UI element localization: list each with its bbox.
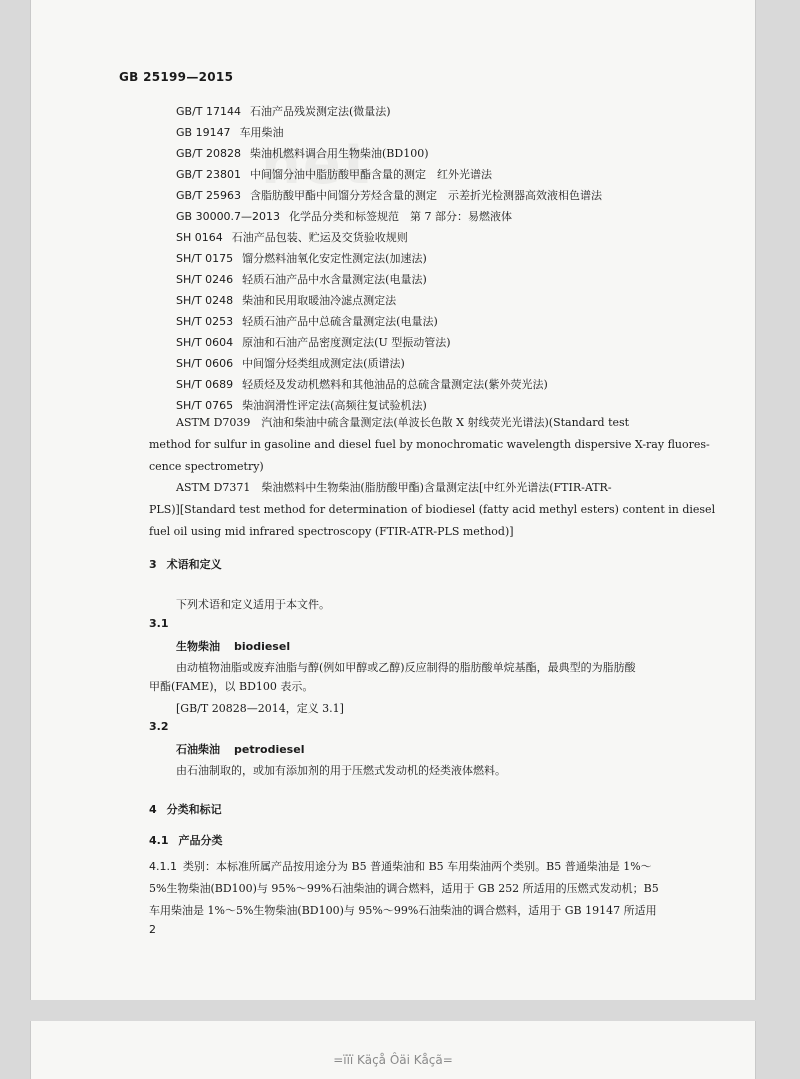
clause-number: 4.1.1 [149, 860, 177, 873]
astm-d7039-line-3: cence spectrometry) [149, 460, 264, 473]
reference-title: 轻质石油产品中总硫含量测定法(电量法) [242, 315, 438, 328]
term-source: [GB/T 20828—2014，定义 3.1] [176, 702, 344, 715]
reference-item [176, 103, 391, 119]
subsection-number: 4.1 [149, 834, 169, 847]
reference-code: GB/T 25963 [176, 189, 241, 202]
reference-code: SH/T 0253 [176, 315, 234, 328]
reference-item [176, 334, 451, 350]
reference-title: 柴油和民用取暖油冷滤点测定法 [242, 294, 397, 307]
section-number: 4 [149, 803, 157, 816]
reference-item [176, 187, 602, 203]
subsection-4-1-heading [149, 832, 223, 848]
reference-title: 石油产品包装、贮运及交货验收规则 [231, 231, 408, 244]
section-4-heading [149, 801, 222, 817]
reference-code: SH 0164 [176, 231, 223, 244]
term-heading [176, 741, 304, 757]
clause-text: 类别：本标准所属产品按用途分为 B5 普通柴油和 B5 车用柴油两个类别。B5 普通柴油是 1%～ [183, 860, 652, 873]
astm-d7371-reference [149, 477, 716, 543]
section-3-intro: 下列术语和定义适用于本文件。 [176, 598, 330, 611]
term-definition-line: 由石油制取的，或加有添加剂的用于压燃式发动机的烃类液体燃料。 [176, 764, 506, 777]
reference-code: SH/T 0248 [176, 294, 234, 307]
clause-4-1-1 [149, 856, 709, 922]
term-heading [176, 638, 290, 654]
term-definition-line: 由动植物油脂或废弃油脂与醇(例如甲醇或乙醇)反应制得的脂肪酸单烷基酯，最典型的为脂肪酸 [176, 661, 636, 674]
reference-code: GB 19147 [176, 126, 231, 139]
reference-code: SH/T 0606 [176, 357, 234, 370]
reference-title: 石油产品残炭测定法(微量法) [250, 105, 391, 118]
reference-item [176, 292, 396, 308]
term-en: biodiesel [234, 640, 291, 653]
term-en: petrodiesel [234, 743, 305, 756]
reference-item [176, 250, 427, 266]
term-number: 3.1 [149, 617, 169, 630]
clause-line-1 [149, 856, 709, 878]
reference-code: SH/T 0689 [176, 378, 234, 391]
astm-d7039-line-1: ASTM D7039 汽油和柴油中硫含量测定法(单波长色散 X 射线荧光光谱法)(Standard test [176, 416, 630, 429]
page-number: 2 [149, 923, 156, 936]
reference-item [176, 397, 427, 413]
term-zh: 生物柴油 [176, 640, 220, 653]
reference-item [176, 124, 284, 140]
reference-item [176, 376, 548, 392]
reference-title: 轻质烃及发动机燃料和其他油品的总硫含量测定法(紫外荧光法) [242, 378, 548, 391]
clause-line-2: 5%生物柴油(BD100)与 95%～99%石油柴油的调合燃料，适用于 GB 252 所适用的压燃式发动机；B5 [149, 882, 659, 895]
astm-d7371-line-1: ASTM D7371 柴油燃料中生物柴油(脂肪酸甲酯)含量测定法[中红外光谱法(FTIR-ATR- [176, 481, 612, 494]
reference-title: 化学品分类和标签规范 第 7 部分：易燃液体 [289, 210, 513, 223]
reference-code: SH/T 0246 [176, 273, 234, 286]
reference-item [176, 229, 408, 245]
term-definition-line: 甲酯(FAME)，以 BD100 表示。 [149, 680, 314, 693]
reference-title: 含脂肪酸甲酯中间馏分芳烃含量的测定 示差折光检测器高效液相色谱法 [250, 189, 602, 202]
subsection-title: 产品分类 [178, 834, 223, 847]
reference-title: 车用柴油 [239, 126, 284, 139]
section-title: 分类和标记 [166, 803, 222, 816]
reference-code: GB/T 20828 [176, 147, 241, 160]
reference-item [176, 166, 492, 182]
astm-d7039-line-2: method for sulfur in gasoline and diesel fuel by monochromatic wavelength dispersive X-ray fluores- [149, 438, 710, 451]
reference-title: 馏分燃料油氧化安定性测定法(加速法) [242, 252, 427, 265]
document-page [30, 0, 756, 1000]
astm-d7371-line-2: PLS)][Standard test method for determination of biodiesel (fatty acid methyl esters) content in diesel [149, 503, 716, 516]
term-number: 3.2 [149, 720, 169, 733]
astm-d7371-line-3: fuel oil using mid infrared spectroscopy (FTIR-ATR-PLS method)] [149, 525, 514, 538]
reference-code: GB/T 17144 [176, 105, 241, 118]
reference-item [176, 145, 428, 161]
astm-d7039-reference [149, 412, 709, 478]
reference-item [176, 355, 405, 371]
reference-item [176, 271, 427, 287]
term-zh: 石油柴油 [176, 743, 220, 756]
reference-code: SH/T 0604 [176, 336, 234, 349]
reference-code: GB/T 23801 [176, 168, 241, 181]
reference-code: SH/T 0765 [176, 399, 234, 412]
reference-title: 轻质石油产品中水含量测定法(电量法) [242, 273, 427, 286]
standard-number-header: GB 25199—2015 [119, 70, 234, 84]
reference-code: SH/T 0175 [176, 252, 234, 265]
next-page-footer-text: =ïïï Käçå Ôäi Kåçã= [333, 1053, 453, 1067]
reference-code: GB 30000.7—2013 [176, 210, 281, 223]
reference-title: 原油和石油产品密度测定法(U 型振动管法) [242, 336, 451, 349]
section-title: 术语和定义 [166, 558, 222, 571]
section-number: 3 [149, 558, 157, 571]
reference-title: 柴油机燃料调合用生物柴油(BD100) [250, 147, 429, 160]
reference-item [176, 208, 512, 224]
next-page [30, 1021, 756, 1079]
clause-line-3: 车用柴油是 1%～5%生物柴油(BD100)与 95%～99%石油柴油的调合燃料，适用于 GB 19147 所适用 [149, 904, 657, 917]
reference-title: 柴油润滑性评定法(高频往复试验机法) [242, 399, 427, 412]
reference-title: 中间馏分油中脂肪酸甲酯含量的测定 红外光谱法 [250, 168, 492, 181]
reference-title: 中间馏分烃类组成测定法(质谱法) [242, 357, 405, 370]
section-3-heading [149, 556, 222, 572]
reference-item [176, 313, 438, 329]
